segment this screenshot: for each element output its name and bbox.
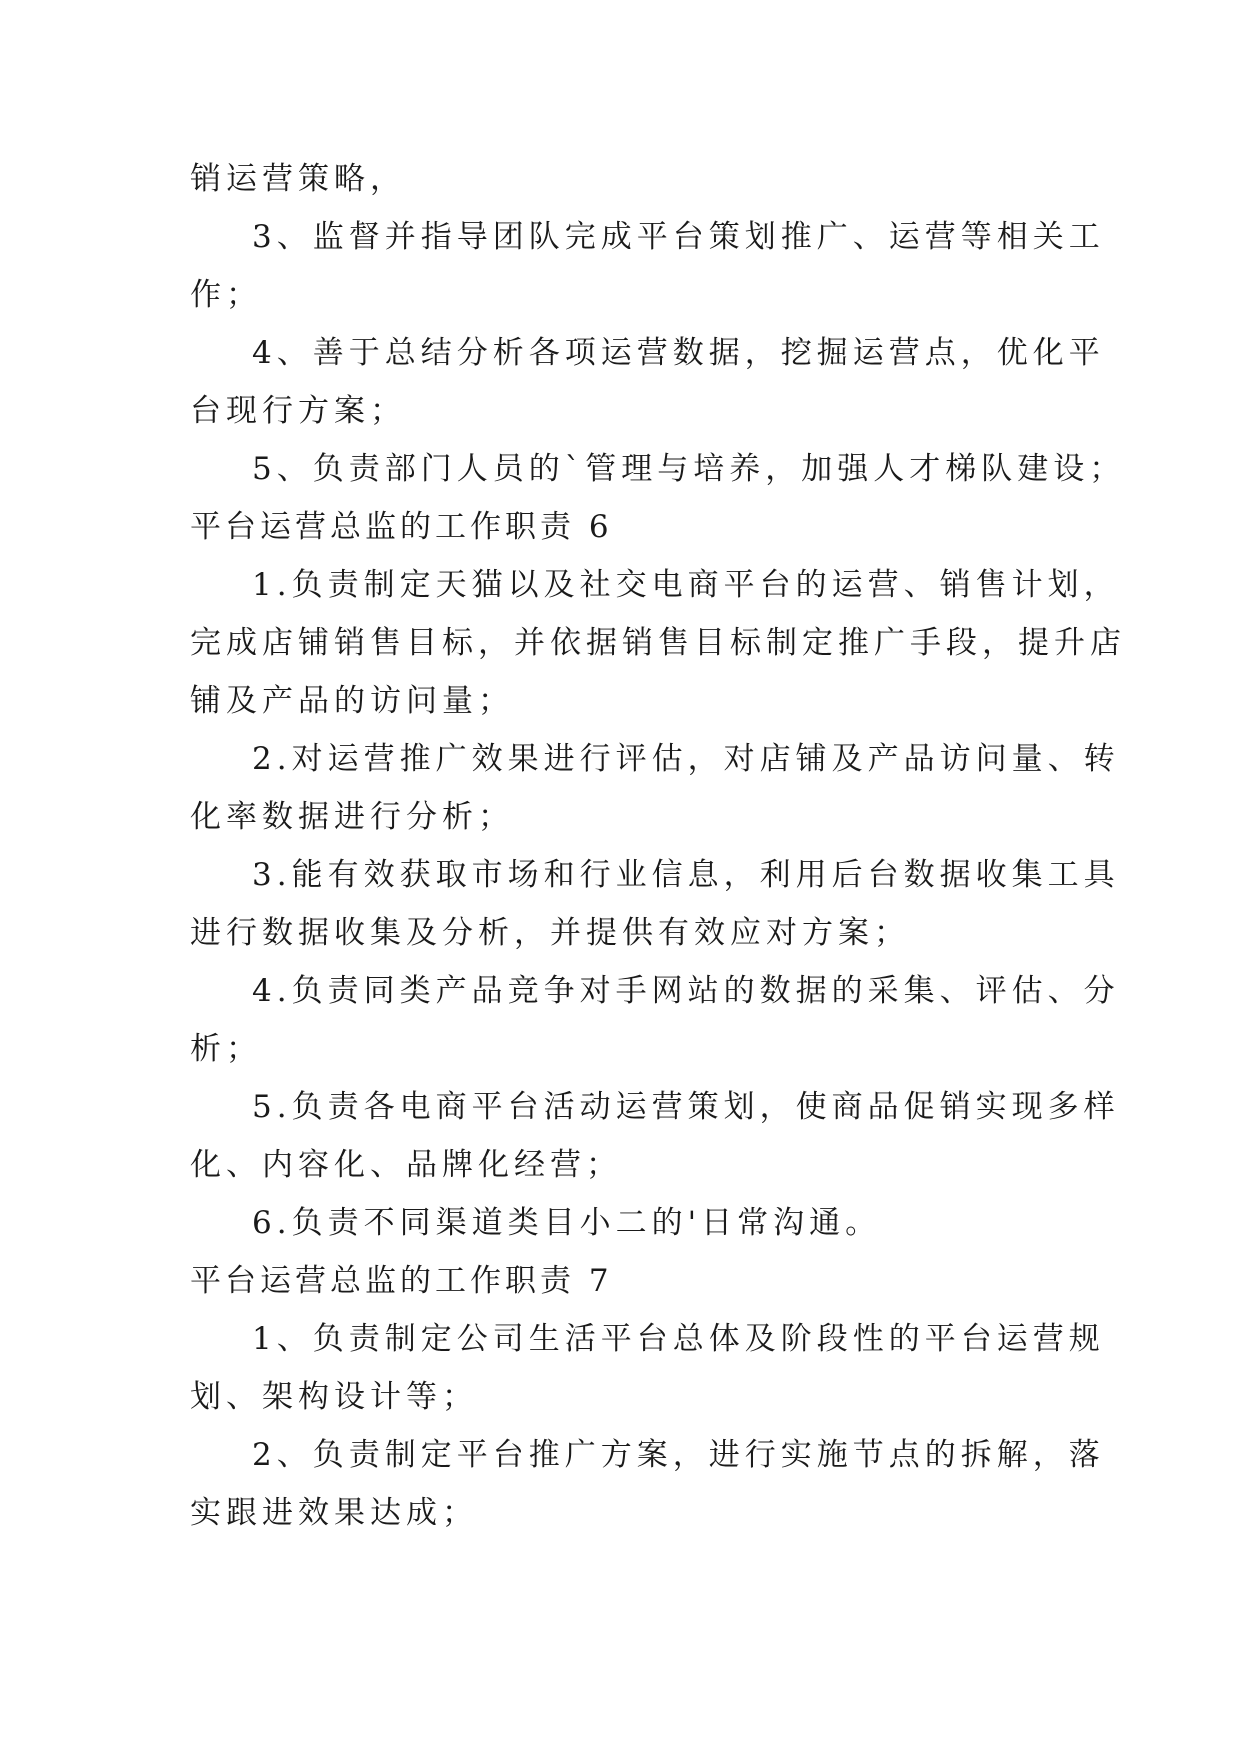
text-line: 台现行方案；	[190, 393, 406, 429]
text-line: 6.负责不同渠道类目小二的'日常沟通。	[252, 1205, 882, 1241]
text-line: 化率数据进行分析；	[190, 799, 514, 835]
text-line: 2、负责制定平台推广方案，进行实施节点的拆解，落	[252, 1437, 1105, 1473]
text-line: 完成店铺销售目标，并依据销售目标制定推广手段，提升店	[190, 625, 1126, 661]
text-line: 3.能有效获取市场和行业信息，利用后台数据收集工具	[252, 857, 1120, 893]
text-line: 化、内容化、品牌化经营；	[190, 1147, 622, 1183]
text-line: 进行数据收集及分析，并提供有效应对方案；	[190, 915, 910, 951]
text-line: 3、监督并指导团队完成平台策划推广、运营等相关工	[252, 219, 1105, 255]
text-line: 销运营策略，	[190, 161, 406, 197]
text-line: 4.负责同类产品竞争对手网站的数据的采集、评估、分	[252, 973, 1120, 1009]
text-line: 2.对运营推广效果进行评估，对店铺及产品访问量、转	[252, 741, 1120, 777]
text-line: 5、负责部门人员的`管理与培养，加强人才梯队建设；	[252, 451, 1126, 487]
text-line: 实跟进效果达成；	[190, 1495, 478, 1531]
document-page	[190, 150, 1126, 1542]
text-line: 析；	[190, 1031, 262, 1067]
text-line: 铺及产品的访问量；	[190, 683, 514, 719]
text-line: 1、负责制定公司生活平台总体及阶段性的平台运营规	[252, 1321, 1105, 1357]
text-line: 1.负责制定天猫以及社交电商平台的运营、销售计划，	[252, 567, 1120, 603]
text-line: 4、善于总结分析各项运营数据，挖掘运营点，优化平	[252, 335, 1105, 371]
section-heading: 平台运营总监的工作职责 7	[190, 1263, 613, 1299]
text-line: 划、架构设计等；	[190, 1379, 478, 1415]
text-line: 5.负责各电商平台活动运营策划，使商品促销实现多样	[252, 1089, 1120, 1125]
text-line: 作；	[190, 277, 262, 313]
section-heading: 平台运营总监的工作职责 6	[190, 509, 613, 545]
